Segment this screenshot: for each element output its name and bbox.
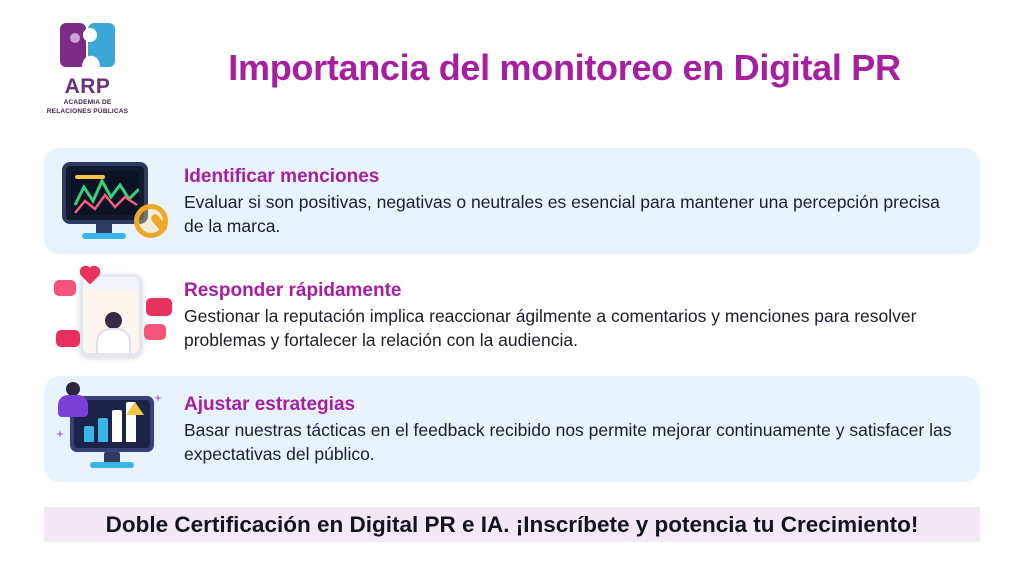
slide-header: [30, 18, 994, 118]
arp-logo-subtitle: ACADEMIA DE RELACIONES PÚBLICAS: [46, 99, 129, 115]
row-text: [184, 278, 964, 352]
row-body: Evaluar si son positivas, negativas o neutrales es esencial para mantener una percepción precisa de la marca.: [184, 192, 940, 236]
row-body: Basar nuestras tácticas en el feedback recibido nos permite mejorar continuamente y satisfacer las expectativas del público.: [184, 420, 952, 464]
content-row-identificar-menciones: [44, 148, 980, 254]
bar-chart-strategy-icon: [54, 386, 172, 472]
row-heading: Ajustar estrategias: [184, 394, 356, 416]
arp-logo: [30, 20, 145, 115]
content-row-ajustar-estrategias: [44, 376, 980, 482]
row-heading: Responder rápidamente: [184, 280, 402, 302]
footer-banner: [44, 507, 980, 542]
row-heading: Identificar menciones: [184, 166, 380, 188]
arp-figure-logo-icon: [59, 22, 117, 74]
social-phone-notifications-icon: [54, 272, 172, 358]
row-text: [184, 164, 964, 238]
row-body: Gestionar la reputación implica reaccionar ágilmente a comentarios y menciones para resolver problemas y fortalecer la relación con la audiencia.: [184, 306, 917, 350]
content-row-responder-rapidamente: [44, 262, 980, 368]
page-title: Importancia del monitoreo en Digital PR: [228, 47, 901, 88]
row-text: [184, 392, 964, 466]
content-rows: [44, 148, 980, 482]
arp-logo-title: ARP: [64, 75, 111, 99]
footer-text: Doble Certificación en Digital PR e IA. ¡Inscríbete y potencia tu Crecimiento!: [105, 512, 919, 537]
monitor-analytics-magnifier-icon: [54, 158, 172, 244]
